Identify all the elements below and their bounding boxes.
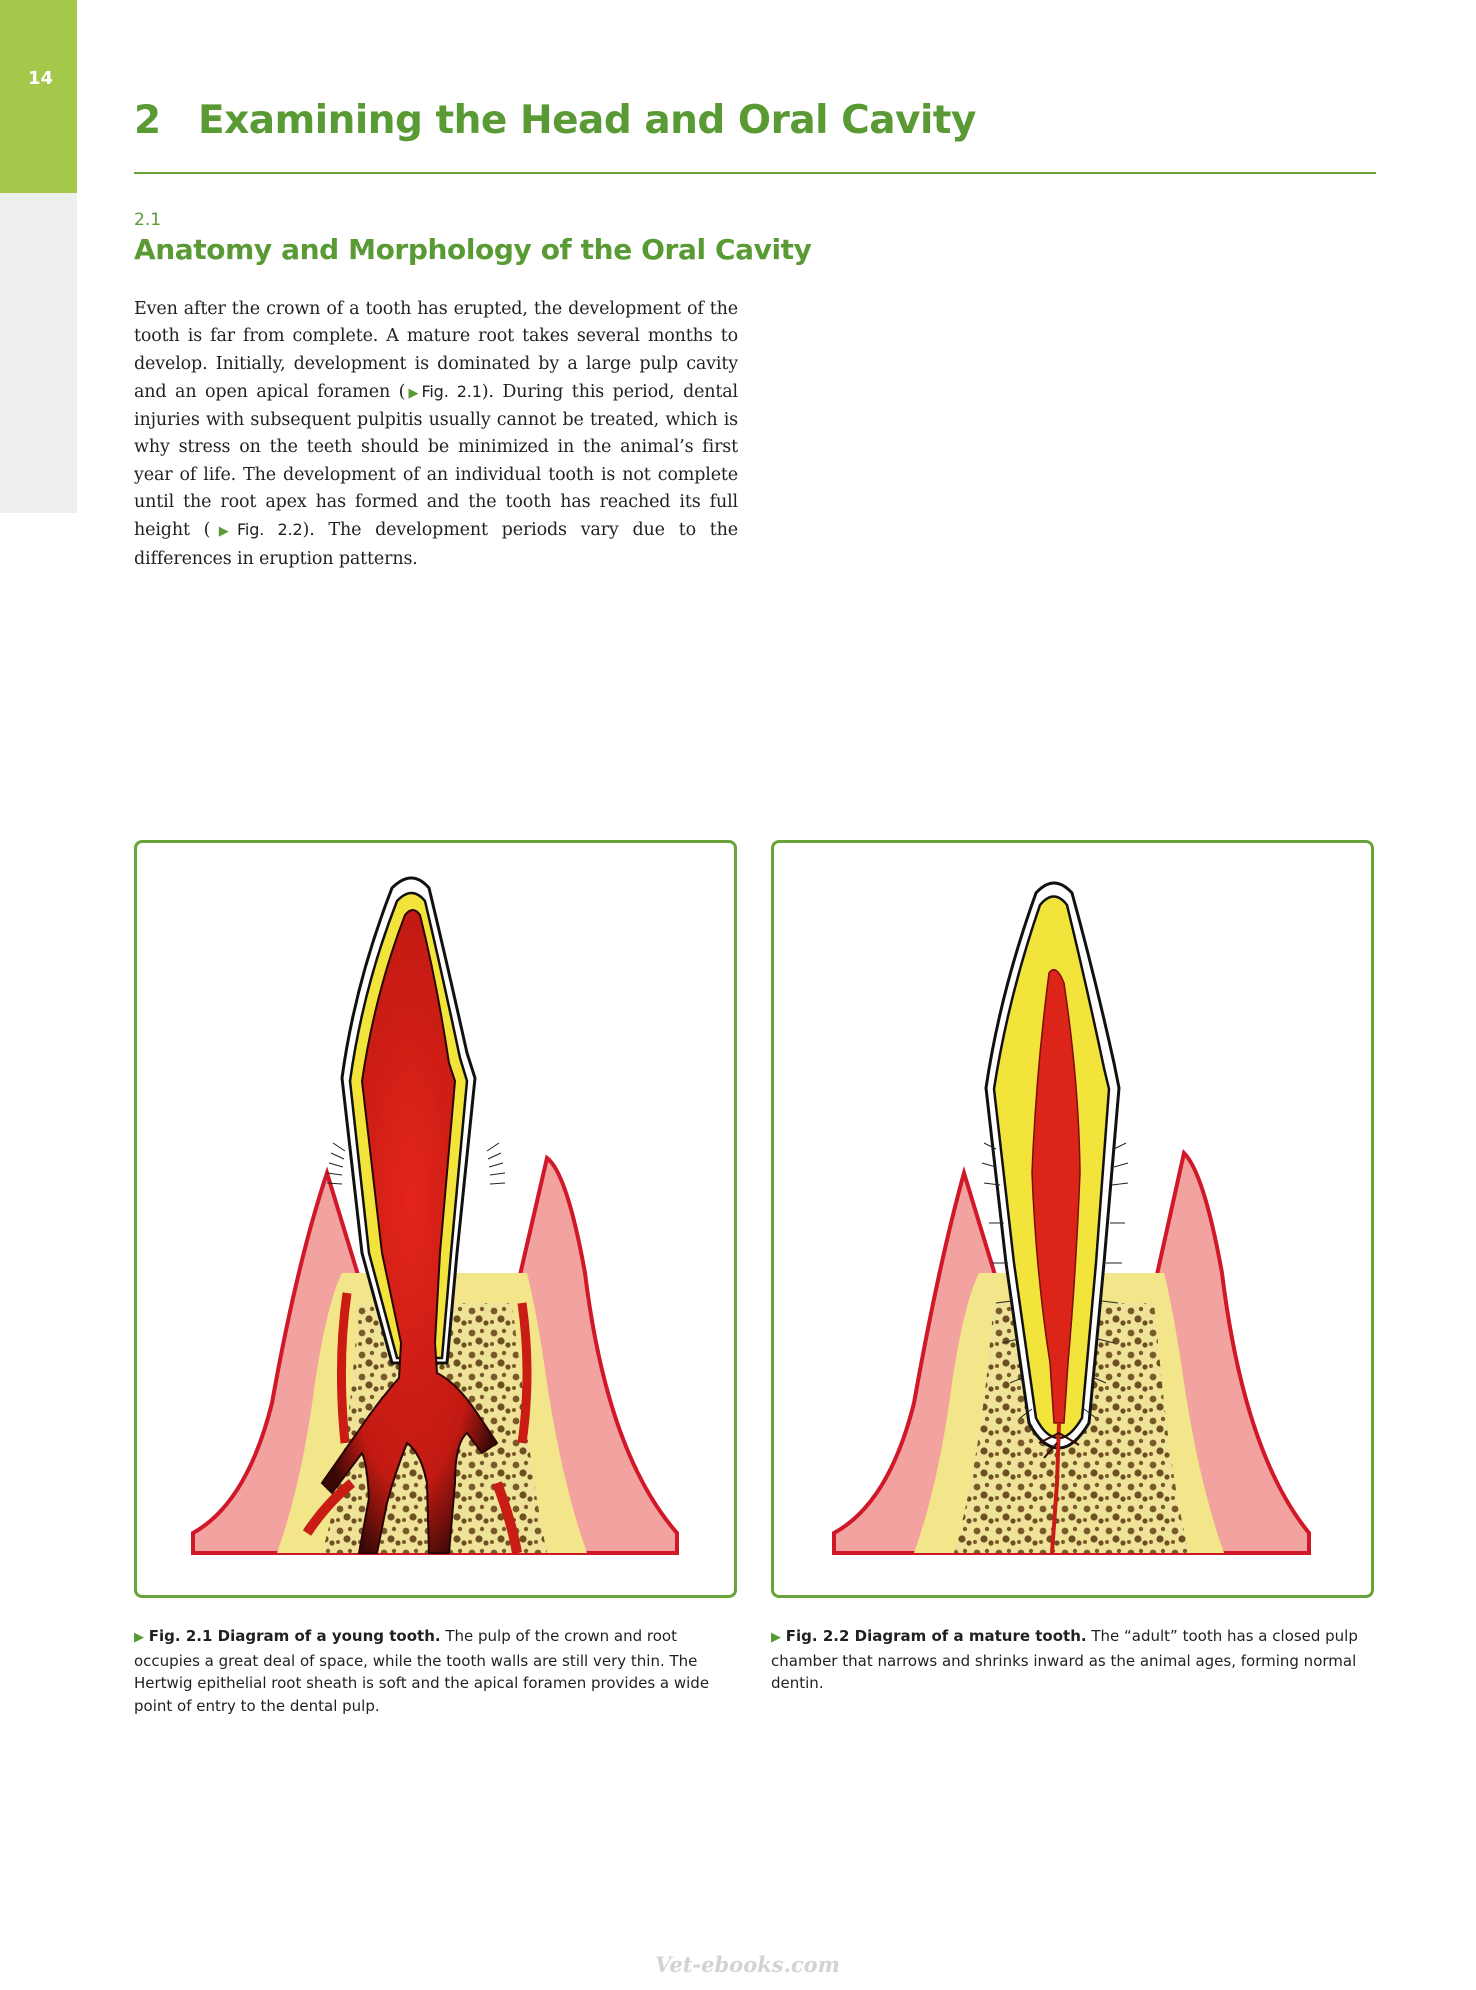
figure-young-tooth xyxy=(134,840,737,1598)
figure-mature-tooth xyxy=(771,840,1374,1598)
section-number: 2.1 xyxy=(134,210,162,230)
caption-label: Fig. 2.1 Diagram of a young tooth. xyxy=(148,1627,441,1645)
body-text-part: Even after the crown of a tooth has erupted, the development of the tooth is far from complete. A mature root takes several months to develop. Initially, development is dominated by a large pulp cavity and an open apical foramen ( xyxy=(134,299,738,402)
figure-caption-2-1 xyxy=(134,1625,737,1717)
chapter-title: Examining the Head and Oral Cavity xyxy=(198,98,976,143)
chapter-heading xyxy=(134,98,976,143)
chapter-rule xyxy=(134,172,1376,174)
pointer-icon: ▶ xyxy=(210,524,238,540)
young-tooth-illustration xyxy=(137,843,734,1595)
page-number: 14 xyxy=(28,68,54,89)
section-title: Anatomy and Morphology of the Oral Cavity xyxy=(134,233,812,266)
figure-reference-link[interactable]: Fig. 2.1 xyxy=(421,381,482,401)
body-paragraph xyxy=(134,296,738,573)
caption-text: The pulp of the crown and root occupies a great deal of space, while the tooth walls are still very thin. The Hertwig epithelial root sheath is soft and the apical foramen provides a wide point of entry to the dental pulp. xyxy=(134,1627,710,1715)
pointer-icon: ▶ xyxy=(405,385,422,401)
chapter-number: 2 xyxy=(134,98,161,143)
mature-tooth-illustration xyxy=(774,843,1371,1595)
figure-caption-2-2 xyxy=(771,1625,1374,1695)
watermark: Vet-ebooks.com xyxy=(655,1952,840,1977)
pointer-icon: ▶ xyxy=(771,1630,781,1645)
side-margin xyxy=(0,193,77,513)
caption-label: Fig. 2.2 Diagram of a mature tooth. xyxy=(785,1627,1087,1645)
figure-reference-link[interactable]: Fig. 2.2 xyxy=(237,520,303,540)
body-text-part: ). During this period, dental injuries with subsequent pulpitis usually cannot be treated, which is why stress on the teeth should be minimized in the animal’s first year of life. The development of an individual tooth is not complete until the root apex has formed and the tooth has reached its full height ( xyxy=(134,381,739,541)
pointer-icon: ▶ xyxy=(134,1630,144,1645)
caption-text: The “adult” tooth has a closed pulp chamber that narrows and shrinks inward as the animal ages, forming normal dentin. xyxy=(771,1627,1358,1692)
body-text-part: ). The development periods vary due to the differences in eruption patterns. xyxy=(134,520,739,569)
side-tab xyxy=(0,0,77,193)
